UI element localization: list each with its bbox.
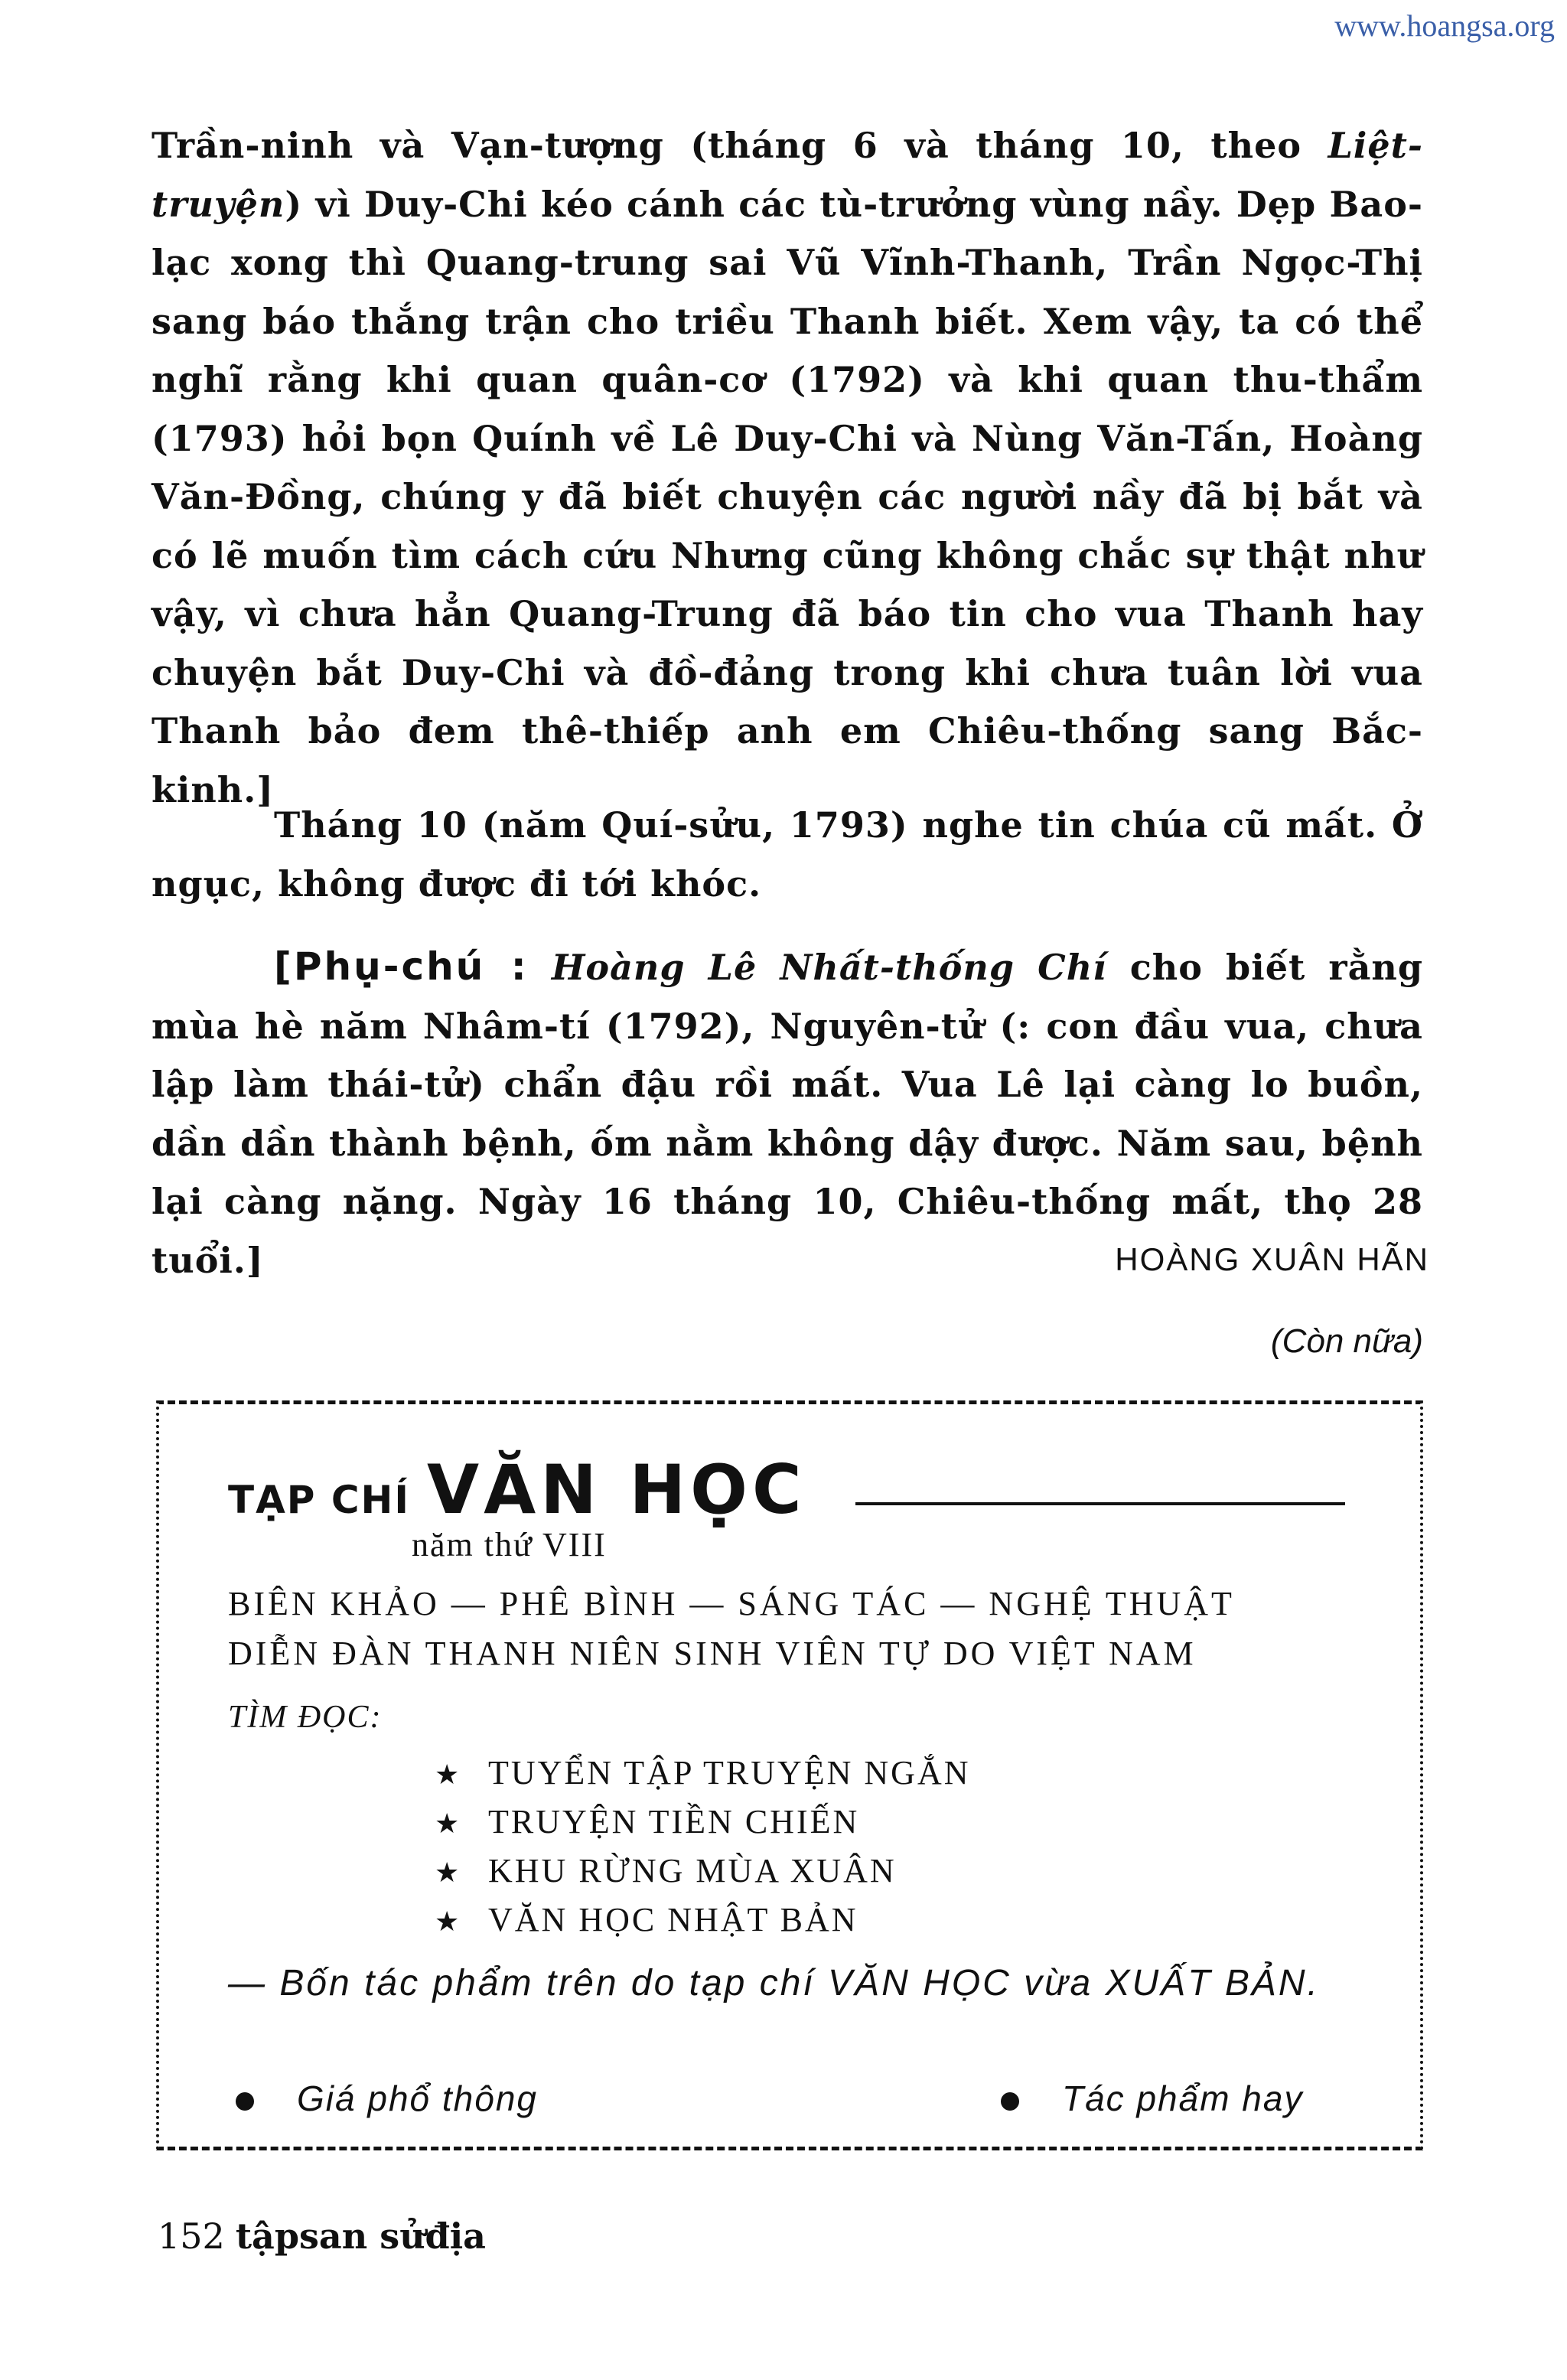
bullet-dot-icon bbox=[236, 2092, 254, 2111]
note-label: [Phụ-chú : bbox=[274, 944, 529, 989]
list-item bbox=[435, 1798, 971, 1847]
paragraph-1 bbox=[151, 116, 1423, 819]
ad-find-label: TÌM ĐỌC: bbox=[228, 1700, 383, 1735]
ad-title-rule bbox=[855, 1502, 1345, 1505]
page-number: 152 bbox=[158, 2215, 225, 2257]
bullet-text: Giá phổ thông bbox=[297, 2078, 539, 2118]
p1-italic-title: Liệt-truyện bbox=[151, 125, 1423, 225]
star-icon: ★ bbox=[435, 1759, 462, 1791]
star-icon: ★ bbox=[435, 1857, 462, 1889]
continued-note: (Còn nữa) bbox=[1270, 1322, 1423, 1360]
book-title: TUYỂN TẬP TRUYỆN NGẮN bbox=[488, 1754, 971, 1792]
star-icon: ★ bbox=[435, 1906, 462, 1938]
paragraph-2: Tháng 10 (năm Quí-sửu, 1793) nghe tin chúa cũ mất. Ở ngục, không được đi tới khóc. bbox=[151, 804, 1423, 905]
note-text: cho biết rằng mùa hè năm Nhâm-tí (1792), Nguyên-tử (: con đầu vua, chưa lập làm thái-tử) chẩn đậu rồi mất. Vua Lê lại càng lo buồn, dần dần thành bệnh, ốm nằm không dậy được. Năm sau, bệnh lại càng nặng. Ngày 16 tháng 10, Chiêu-thống mất, thọ 28 tuổi.] bbox=[151, 947, 1423, 1281]
ad-release-note: — Bốn tác phẩm trên do tạp chí VĂN HỌC vừa XUẤT BẢN. bbox=[228, 1963, 1320, 2003]
bullet-text: Tác phẩm hay bbox=[1062, 2078, 1304, 2118]
paragraph-3-note bbox=[151, 937, 1423, 1289]
p1-text-before: Trần-ninh và Vạn-tượng (tháng 6 và tháng 10, theo bbox=[151, 125, 1328, 166]
p1-text-after: ) vì Duy-Chi kéo cánh các tù-trưởng vùng nầy. Dẹp Bao-lạc xong thì Quang-trung sai Vũ Vĩnh-Thanh, Trần Ngọc-Thị sang báo thắng trận cho triều Thanh biết. Xem vậy, ta có thể nghĩ rằng khi quan quân-cơ (1792) và khi quan thu-thẩm (1793) hỏi bọn Quính về Lê Duy-Chi và Nùng Văn-Tấn, Hoàng Văn-Đồng, chúng y đã biết chuyện các người nầy đã bị bắt và có lẽ muốn tìm cách cứu Nhưng cũng không chắc sự thật như vậy, vì chưa hẳn Quang-Trung đã báo tin cho vua Thanh hay chuyện bắt Duy-Chi và đồ-đảng trong khi chưa tuân lời vua Thanh bảo đem thê-thiếp anh em Chiêu-thống sang Bắc-kinh.] bbox=[151, 183, 1423, 810]
list-item bbox=[435, 1896, 971, 1945]
watermark: www.hoangsa.org bbox=[1334, 8, 1555, 43]
ad-categories: BIÊN KHẢO — PHÊ BÌNH — SÁNG TÁC — NGHỆ THUẬT bbox=[228, 1585, 1235, 1622]
book-title: KHU RỪNG MÙA XUÂN bbox=[488, 1852, 897, 1889]
book-title: VĂN HỌC NHẬT BẢN bbox=[488, 1901, 858, 1938]
ad-book-list bbox=[435, 1749, 971, 1945]
star-icon: ★ bbox=[435, 1808, 462, 1840]
author-name: HOÀNG XUÂN HÃN bbox=[1115, 1241, 1429, 1277]
ad-title-big: VĂN HỌC bbox=[427, 1450, 806, 1529]
ad-forum-line: DIỄN ĐÀN THANH NIÊN SINH VIÊN TỰ DO VIỆT NAM bbox=[228, 1635, 1197, 1672]
publication-name: tậpsan sửđịa bbox=[235, 2215, 486, 2257]
ad-title-small: TẠP CHÍ bbox=[228, 1478, 410, 1522]
ad-year: năm thứ VIII bbox=[412, 1526, 607, 1563]
magazine-advertisement bbox=[156, 1400, 1423, 2150]
list-item bbox=[435, 1847, 971, 1896]
bullet-dot-icon bbox=[1001, 2092, 1019, 2111]
ad-bullet-quality bbox=[1001, 2078, 1303, 2119]
page-footer bbox=[158, 2215, 486, 2257]
note-italic-title: Hoàng Lê Nhất-thống Chí bbox=[528, 947, 1107, 988]
ad-bullet-price bbox=[236, 2078, 538, 2119]
book-title: TRUYỆN TIỀN CHIẾN bbox=[488, 1803, 860, 1840]
list-item bbox=[435, 1749, 971, 1798]
ad-title bbox=[228, 1450, 806, 1529]
